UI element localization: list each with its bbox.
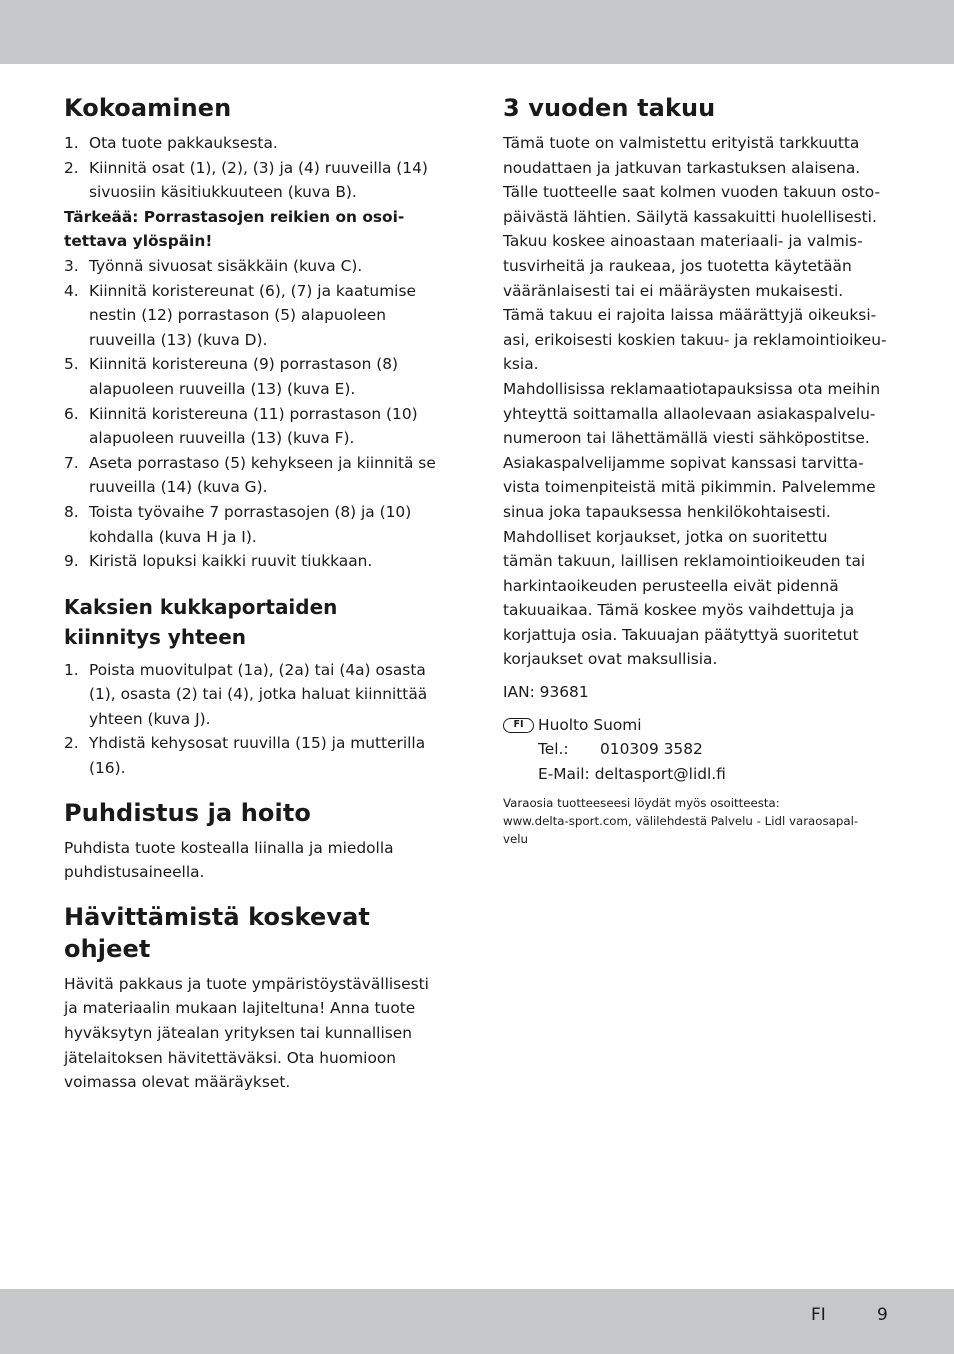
list-item: 5. Kiinnitä koristereuna (9) porrastason (8) alapuoleen ruuveilla (13) (kuva E). — [64, 355, 399, 398]
ian-number: IAN: 93681 — [503, 683, 589, 702]
right-column — [503, 92, 895, 848]
list-item: 2. Kiinnitä osat (1), (2), (3) ja (4) ruuveilla (14) sivuosiin käsitiukkuuteen (kuva B). — [64, 158, 428, 202]
assembly-steps-list-continued — [64, 254, 448, 574]
list-item: 8. Toista työvaihe 7 porrastasojen (8) ja (10) kohdalla (kuva H ja I). — [64, 502, 412, 546]
disposal-text: Hävitä pakkaus ja tuote ympäristöystävällisesti ja materiaalin mukaan lajiteltuna! Anna tuote hyväksytyn jätealan yrityksen tai kunnallisen jätelaitoksen hävitettäväksi. Ota huomioon voimassa olevat määräykset. — [64, 974, 429, 1092]
list-item: 7. Aseta porrastaso (5) kehykseen ja kiinnitä se ruuveilla (14) (kuva G). — [64, 453, 436, 497]
service-name: Huolto Suomi — [538, 715, 642, 734]
joining-steps-list — [64, 658, 448, 781]
service-phone: Tel.: 010309 3582 — [538, 740, 703, 759]
cleaning-title: Puhdistus ja hoito — [64, 798, 311, 827]
important-note: Tärkeää: Porrastasojen reikien on osoi- tettava ylöspäin! — [64, 207, 405, 251]
cleaning-text: Puhdista tuote kostealla liinalla ja miedolla puhdistusaineella. — [64, 838, 394, 882]
header-band — [0, 0, 954, 64]
list-item: 3. Työnnä sivuosat sisäkkäin (kuva C). — [64, 256, 363, 275]
joining-title: Kaksien kukkaportaiden kiinnitys yhteen — [64, 594, 338, 649]
assembly-title: Kokoaminen — [64, 94, 232, 122]
footer-language: FI — [811, 1305, 826, 1325]
list-item: 1. Ota tuote pakkauksesta. — [64, 134, 278, 152]
page-number: 9 — [877, 1305, 888, 1325]
assembly-steps-list — [64, 131, 448, 205]
list-item: 2. Yhdistä kehysosat ruuvilla (15) ja mutterilla (16). — [64, 734, 426, 778]
disposal-title: Hävittämistä koskevat ohjeet — [64, 902, 370, 963]
list-item: 6. Kiinnitä koristereuna (11) porrastason (10) alapuoleen ruuveilla (13) (kuva F). — [64, 404, 418, 448]
warranty-title: 3 vuoden takuu — [503, 94, 716, 122]
left-column — [64, 92, 448, 1095]
country-badge-icon: FI — [503, 718, 534, 733]
service-contact — [503, 713, 895, 787]
warranty-text: Tämä tuote on valmistettu erityistä tarkkuutta noudattaen ja jatkuvan tarkastuksen alaisena. Tälle tuotteelle saat kolmen vuoden takuun osto- päivästä lähtien. Säilytä kassakuitti huolellisesti. Takuu koskee ainoastaan materiaali- ja valmis- tusvirheitä ja raukeaa, jos tuotetta käytetään vääränlaisesti tai ei määräysten mukaisesti. Tämä takuu ei rajoita laissa määrättyjä oikeuksi- asi, erikoisesti koskien takuu- ja reklamointioikeu- ksia. Mahdollisissa reklamaatiotapauksissa ota meihin yhteyttä soittamalla allaolevaan asiakaspalvelu- numeroon tai lähettämällä viesti sähköpostitse. Asiakaspalvelijamme sopivat kanssasi tarvitta- vista toimenpiteistä mitä pikimmin. Palvelemme sinua joka tapauksessa henkilökohtaisesti. Mahdolliset korjaukset, jotka on suoritettu tämän takuun, laillisen reklamointioikeuden tai harkintaoikeuden perusteella eivät pidennä takuuaikaa. Tämä koskee myös vaihdettuja ja korjattuja osia. Takuuajan päätyttyä suoritetut korjaukset ovat maksullisia. — [503, 134, 887, 669]
list-item: 4. Kiinnitä koristereunat (6), (7) ja kaatumise nestin (12) porrastason (5) alapuoleen ruuveilla (13) (kuva D). — [64, 281, 416, 349]
service-email: E-Mail: deltasport@lidl.fi — [538, 764, 726, 783]
spare-parts-note: Varaosia tuotteeseesi löydät myös osoitteesta: www.delta-sport.com, välilehdestä Palvelu - Lidl varaosapal- velu — [503, 796, 859, 847]
list-item: 1. Poista muovitulpat (1a), (2a) tai (4a) osasta (1), osasta (2) tai (4), jotka haluat kiinnittää yhteen (kuva J). — [64, 660, 428, 728]
list-item: 9. Kiristä lopuksi kaikki ruuvit tiukkaan. — [64, 552, 373, 571]
